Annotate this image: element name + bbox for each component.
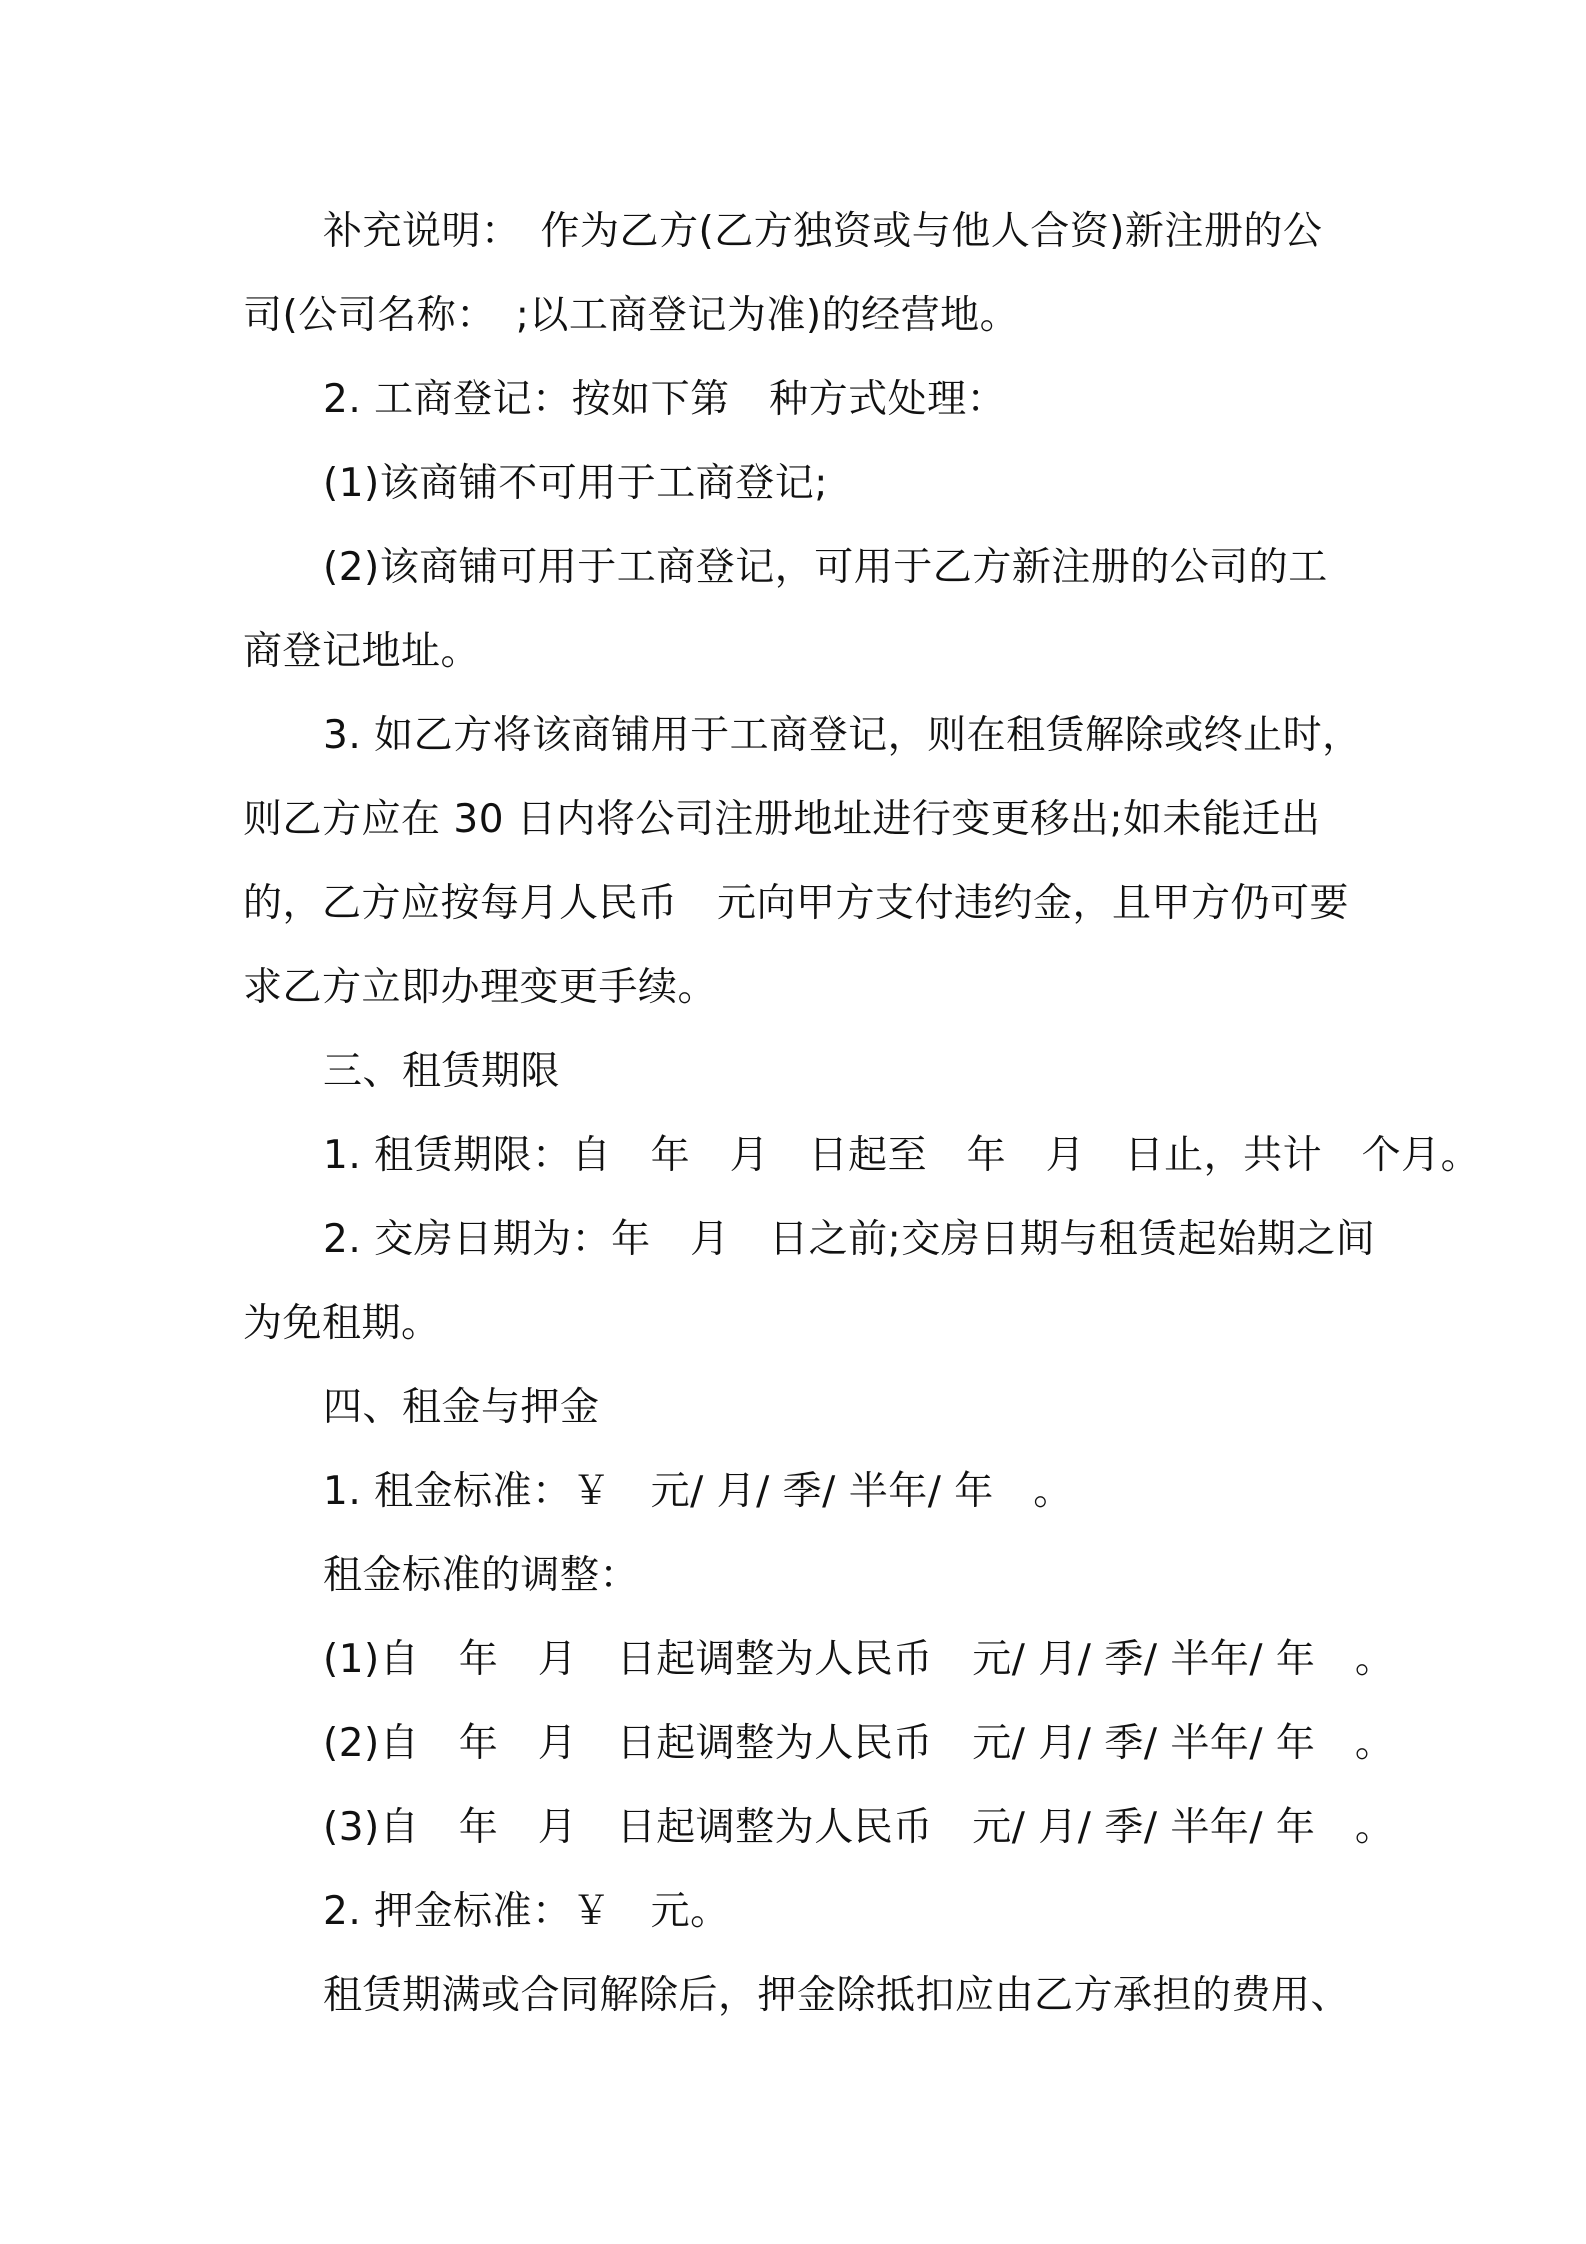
section-heading-rent-deposit — [243, 1366, 1353, 1450]
paragraph-rent-standard — [243, 1450, 1353, 1534]
text-line: 三、租赁期限 — [323, 1049, 561, 1094]
text-line: (2)该商铺可用于工商登记，可用于乙方新注册的公司的工 — [323, 545, 1328, 590]
paragraph-option-2 — [243, 526, 1353, 694]
paragraph-rent-adjustment — [243, 1534, 1353, 1618]
paragraph-adjustment-2 — [243, 1702, 1395, 1786]
text-line: 的，乙方应按每月人民币 元向甲方支付违约金，且甲方仍可要 — [243, 881, 1350, 926]
text-line: 1. 租金标准：￥ 元/ 月/ 季/ 半年/ 年 。 — [323, 1469, 1073, 1514]
text-line: 2. 工商登记：按如下第 种方式处理： — [323, 377, 1007, 422]
section-heading-lease-term — [243, 1030, 1353, 1114]
paragraph-adjustment-3 — [243, 1786, 1395, 1870]
paragraph-supplement-note — [243, 190, 1353, 358]
text-line: 求乙方立即办理变更手续。 — [243, 965, 718, 1010]
text-line: 补充说明： 作为乙方(乙方独资或与他人合资)新注册的公 — [323, 209, 1323, 254]
paragraph-deposit-return — [243, 1954, 1353, 2038]
document-body — [243, 190, 1481, 2038]
paragraph-handover-date — [243, 1198, 1376, 1366]
text-line: 租金标准的调整： — [323, 1553, 640, 1598]
text-line: 1. 租赁期限：自 年 月 日起至 年 月 日止，共计 个月。 — [323, 1133, 1481, 1178]
text-line: (2)自 年 月 日起调整为人民币 元/ 月/ 季/ 半年/ 年 。 — [323, 1721, 1395, 1766]
text-line: 四、租金与押金 — [323, 1385, 600, 1430]
text-line: 司(公司名称： ;以工商登记为准)的经营地。 — [243, 293, 1020, 338]
paragraph-business-registration — [243, 358, 1353, 442]
paragraph-deposit-standard — [243, 1870, 1353, 1954]
text-line: (1)自 年 月 日起调整为人民币 元/ 月/ 季/ 半年/ 年 。 — [323, 1637, 1395, 1682]
text-line: (3)自 年 月 日起调整为人民币 元/ 月/ 季/ 半年/ 年 。 — [323, 1805, 1395, 1850]
paragraph-lease-term — [243, 1114, 1481, 1198]
text-line: 租赁期满或合同解除后，押金除抵扣应由乙方承担的费用、 — [323, 1973, 1351, 2018]
text-line: 2. 交房日期为：年 月 日之前;交房日期与租赁起始期之间 — [323, 1217, 1376, 1262]
text-line: 2. 押金标准：￥ 元。 — [323, 1889, 730, 1934]
paragraph-option-1 — [243, 442, 1353, 526]
paragraph-adjustment-1 — [243, 1618, 1395, 1702]
text-line: 则乙方应在 30 日内将公司注册地址进行变更移出;如未能迁出 — [243, 797, 1321, 842]
text-line: 商登记地址。 — [243, 629, 481, 674]
paragraph-registration-removal — [243, 694, 1362, 1030]
text-line: 3. 如乙方将该商铺用于工商登记，则在租赁解除或终止时， — [323, 713, 1362, 758]
text-line: (1)该商铺不可用于工商登记; — [323, 461, 828, 506]
text-line: 为免租期。 — [243, 1301, 441, 1346]
